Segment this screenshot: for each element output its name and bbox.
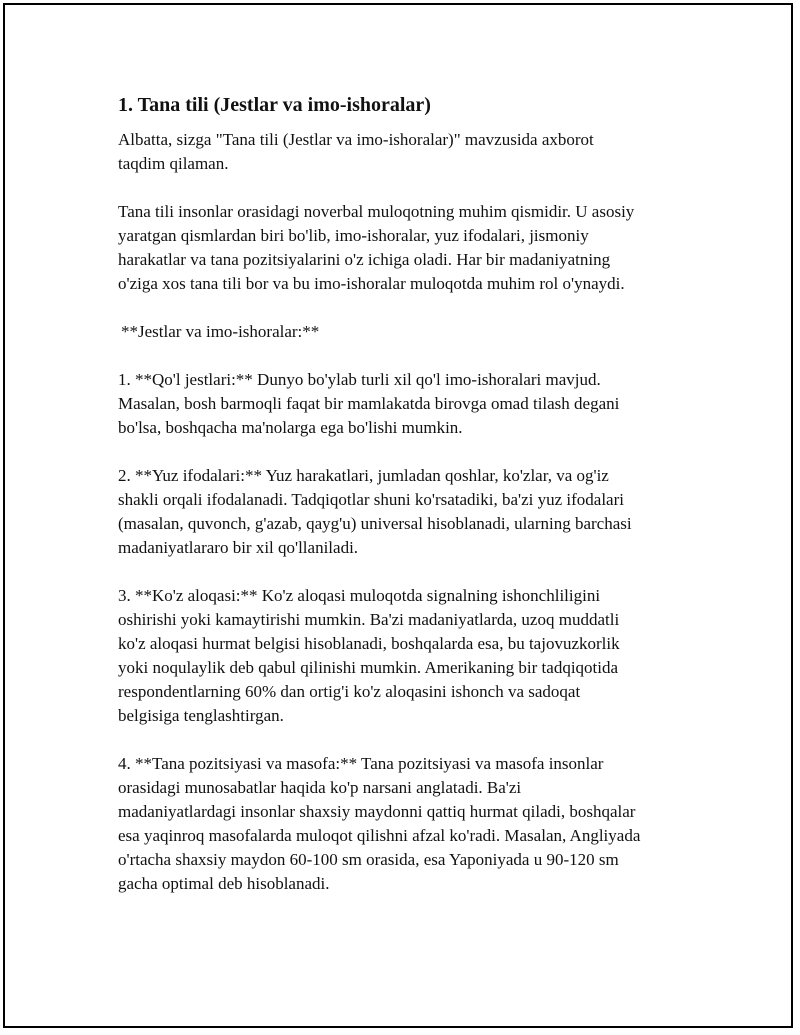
section-heading: **Jestlar va imo-ishoralar:** (121, 322, 320, 341)
paragraph-spacer (118, 728, 718, 752)
paragraph-spacer (118, 440, 718, 464)
intro-paragraph: Albatta, sizga "Tana tili (Jestlar va imo-ishoralar)" mavzusida axborot taqdim qilaman. (118, 130, 594, 173)
facial-expressions-paragraph: 2. **Yuz ifodalari:** Yuz harakatlari, jumladan qoshlar, ko'zlar, va og'iz shakli orqali ifodalanadi. Tadqiqotlar shuni ko'rsatadiki, ba'zi yuz ifodalari (masalan, quvonch, g'azab, qayg'u) universal hisoblanadi, ularning barchasi madaniyatlararo bir xil qo'llaniladi. (118, 466, 632, 557)
document-body (118, 93, 718, 896)
posture-distance-paragraph: 4. **Tana pozitsiyasi va masofa:** Tana pozitsiyasi va masofa insonlar orasidagi munosabatlar haqida ko'p narsani anglatadi. Ba'zi madaniyatlardagi insonlar shaxsiy maydonni qattiq hurmat qiladi, boshqalar esa yaqinroq masofalarda muloqot qilishni afzal ko'radi. Masalan, Angliyada o'rtacha shaxsiy maydon 60-100 sm orasida, esa Yaponiyada u 90-120 sm gacha optimal deb hisoblanadi. (118, 754, 641, 893)
paragraph-spacer (118, 296, 718, 320)
definition-paragraph: Tana tili insonlar orasidagi noverbal muloqotning muhim qismidir. U asosiy yaratgan qismlardan biri bo'lib, imo-ishoralar, yuz ifodalari, jismoniy harakatlar va tana pozitsiyalarini o'z ichiga oladi. Har bir madaniyatning o'ziga xos tana tili bor va bu imo-ishoralar muloqotda muhim rol o'ynaydi. (118, 202, 635, 293)
paragraph-spacer (118, 176, 718, 200)
document-title: 1. Tana tili (Jestlar va imo-ishoralar) (118, 94, 431, 116)
paragraph-spacer (118, 344, 718, 368)
eye-contact-paragraph: 3. **Ko'z aloqasi:** Ko'z aloqasi muloqotda signalning ishonchliligini oshirishi yoki kamaytirishi mumkin. Ba'zi madaniyatlarda, uzoq muddatli ko'z aloqasi hurmat belgisi hisoblanadi, boshqalarda esa, bu tajovuzkorlik yoki noqulaylik deb qabul qilinishi mumkin. Amerikaning bir tadqiqotida respondentlarning 60% dan ortig'i ko'z aloqasini ishonch va sadoqat belgisiga tenglashtirgan. (118, 586, 620, 725)
paragraph-spacer (118, 560, 718, 584)
hand-gestures-paragraph: 1. **Qo'l jestlari:** Dunyo bo'ylab turli xil qo'l imo-ishoralari mavjud. Masalan, bosh barmoqli faqat bir mamlakatda birovga omad tilash degani bo'lsa, boshqacha ma'nolarga ega bo'lishi mumkin. (118, 370, 620, 437)
